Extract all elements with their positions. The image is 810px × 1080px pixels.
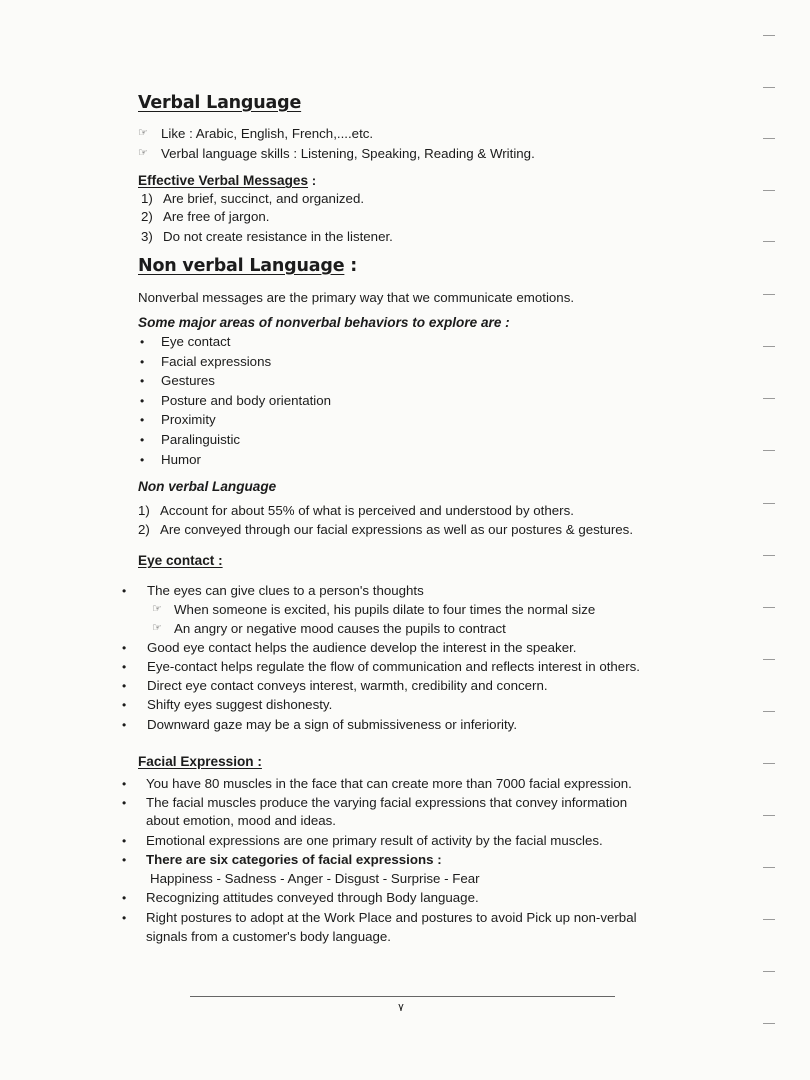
nonverbal-language-heading: Non verbal Language : <box>138 256 358 276</box>
footer-divider <box>190 996 615 997</box>
margin-tick <box>763 763 775 764</box>
margin-tick <box>763 138 775 139</box>
margin-tick <box>763 241 775 242</box>
effective-item-3: 3) Do not create resistance in the listener. <box>141 229 393 244</box>
bullet-dot-icon: • <box>122 641 127 655</box>
facial-item: Emotional expressions are one primary result of activity by the facial muscles. <box>146 833 603 848</box>
pointing-hand-icon: ☞ <box>138 127 148 139</box>
bullet-dot-icon: • <box>122 718 127 732</box>
facial-expression-heading: Facial Expression : <box>138 754 262 769</box>
area-item: Facial expressions <box>161 354 272 369</box>
eye-contact-sub-item: When someone is excited, his pupils dilate to four times the normal size <box>174 602 596 617</box>
pointing-hand-icon: ☞ <box>152 603 162 615</box>
bullet-dot-icon: • <box>122 891 127 905</box>
effective-item-2: 2) Are free of jargon. <box>141 209 270 224</box>
margin-tick <box>763 503 775 504</box>
margin-tick <box>763 555 775 556</box>
margin-tick <box>763 711 775 712</box>
facial-item: You have 80 muscles in the face that can create more than 7000 facial expression. <box>146 776 632 791</box>
facial-item-bold: There are six categories of facial expressions : <box>146 852 442 867</box>
area-item: Posture and body orientation <box>161 393 332 408</box>
margin-tick <box>763 87 775 88</box>
margin-tick <box>763 35 775 36</box>
area-item: Eye contact <box>161 334 231 349</box>
area-item: Paralinguistic <box>161 432 241 447</box>
eye-contact-item: Eye-contact helps regulate the flow of communication and reflects interest in others. <box>147 659 640 674</box>
verbal-language-heading: Verbal Language <box>138 93 302 113</box>
facial-item-continuation: about emotion, mood and ideas. <box>146 813 336 828</box>
bullet-dot-icon: • <box>140 433 145 447</box>
margin-tick <box>763 294 775 295</box>
pointing-hand-icon: ☞ <box>138 147 148 159</box>
margin-tick <box>763 815 775 816</box>
bullet-dot-icon: • <box>140 394 145 408</box>
bullet-dot-icon: • <box>122 796 127 810</box>
facial-item: Recognizing attitudes conveyed through Body language. <box>146 890 479 905</box>
margin-tick <box>763 659 775 660</box>
facial-categories: Happiness - Sadness - Anger - Disgust - Surprise - Fear <box>150 871 480 886</box>
margin-tick <box>763 1023 775 1024</box>
bullet-dot-icon: • <box>122 698 127 712</box>
eye-contact-item: Shifty eyes suggest dishonesty. <box>147 697 333 712</box>
bullet-dot-icon: • <box>122 853 127 867</box>
margin-tick <box>763 607 775 608</box>
margin-tick <box>763 919 775 920</box>
bullet-dot-icon: • <box>122 911 127 925</box>
bullet-dot-icon: • <box>140 355 145 369</box>
bullet-dot-icon: • <box>122 660 127 674</box>
margin-tick <box>763 867 775 868</box>
bullet-dot-icon: • <box>140 413 145 427</box>
page-number: ٧ <box>398 1002 404 1014</box>
margin-tick <box>763 190 775 191</box>
margin-tick <box>763 346 775 347</box>
nonverbal-areas-heading: Some major areas of nonverbal behaviors to explore are : <box>138 315 510 330</box>
eye-contact-item: Direct eye contact conveys interest, warmth, credibility and concern. <box>147 678 548 693</box>
verbal-item-1: Like : Arabic, English, French,....etc. <box>161 126 374 141</box>
verbal-item-2: Verbal language skills : Listening, Speaking, Reading & Writing. <box>161 146 535 161</box>
facial-item-continuation: signals from a customer's body language. <box>146 929 391 944</box>
nonverbal-sub-item-1: 1) Account for about 55% of what is perceived and understood by others. <box>138 503 574 518</box>
eye-contact-item: Downward gaze may be a sign of submissiveness or inferiority. <box>147 717 518 732</box>
facial-item: The facial muscles produce the varying facial expressions that convey information <box>146 795 628 810</box>
area-item: Humor <box>161 452 201 467</box>
facial-item: Right postures to adopt at the Work Place and postures to avoid Pick up non-verbal <box>146 910 637 925</box>
bullet-dot-icon: • <box>122 584 127 598</box>
nonverbal-intro: Nonverbal messages are the primary way that we communicate emotions. <box>138 290 575 305</box>
eye-contact-item: The eyes can give clues to a person's thoughts <box>147 583 424 598</box>
margin-tick <box>763 398 775 399</box>
margin-tick <box>763 450 775 451</box>
eye-contact-heading: Eye contact : <box>138 553 223 568</box>
bullet-dot-icon: • <box>140 453 145 467</box>
pointing-hand-icon: ☞ <box>152 622 162 634</box>
area-item: Proximity <box>161 412 216 427</box>
nonverbal-sub-item-2: 2) Are conveyed through our facial expressions as well as our postures & gestures. <box>138 522 634 537</box>
bullet-dot-icon: • <box>122 834 127 848</box>
bullet-dot-icon: • <box>140 374 145 388</box>
nonverbal-subheading: Non verbal Language <box>138 479 277 494</box>
effective-item-1: 1) Are brief, succinct, and organized. <box>141 191 365 206</box>
bullet-dot-icon: • <box>122 777 127 791</box>
bullet-dot-icon: • <box>140 335 145 349</box>
eye-contact-sub-item: An angry or negative mood causes the pupils to contract <box>174 621 506 636</box>
margin-tick <box>763 971 775 972</box>
area-item: Gestures <box>161 373 215 388</box>
bullet-dot-icon: • <box>122 679 127 693</box>
effective-verbal-messages-heading: Effective Verbal Messages : <box>138 173 317 188</box>
eye-contact-item: Good eye contact helps the audience develop the interest in the speaker. <box>147 640 577 655</box>
